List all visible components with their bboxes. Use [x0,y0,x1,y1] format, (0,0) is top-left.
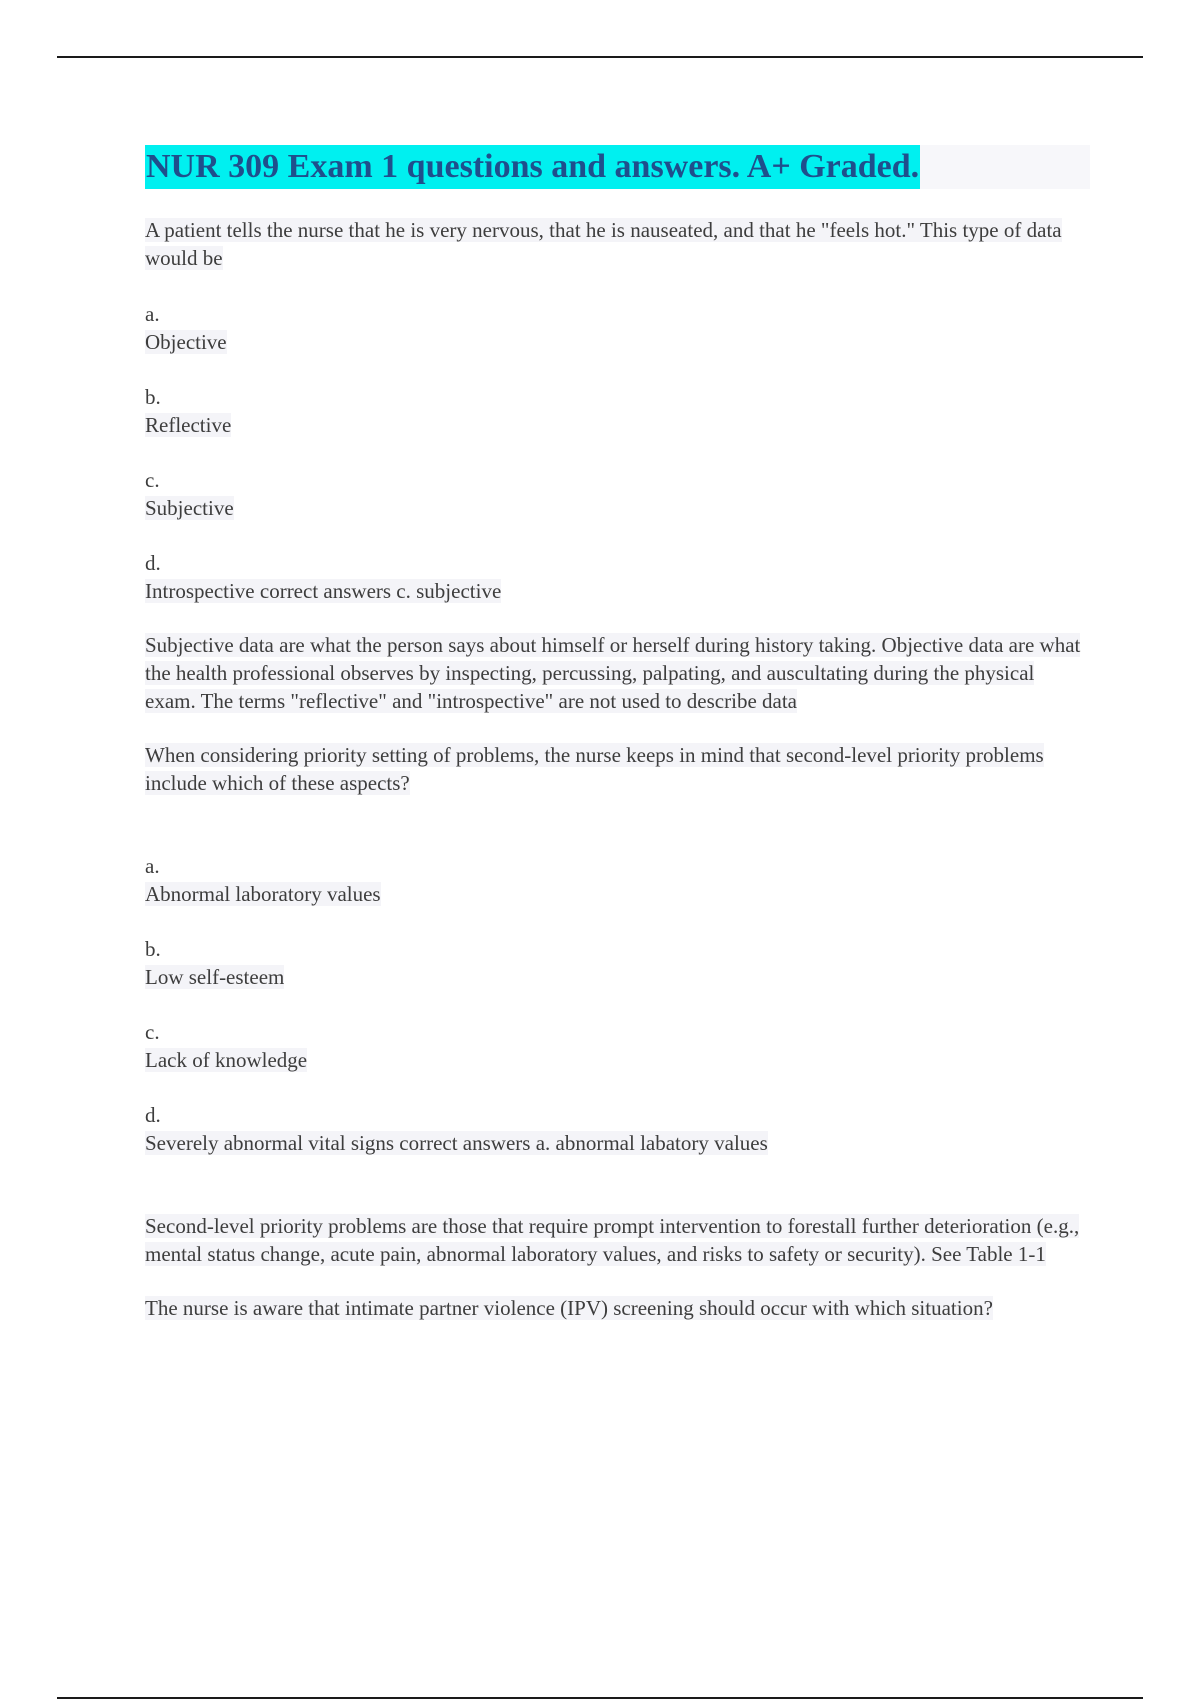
option-letter: b. [145,937,161,961]
question-3-stem [145,1294,1090,1322]
option-text: Low self-esteem [145,965,285,989]
question-2-option-d [145,1101,1090,1157]
title-bar [145,145,1090,189]
question-2-option-b [145,935,1090,991]
question-2-option-a [145,852,1090,908]
option-letter: d. [145,551,161,575]
option-text: Objective [145,330,227,354]
option-text-with-answer: Introspective correct answers c. subjective [145,579,502,603]
option-letter: a. [145,854,160,878]
question-1-option-d [145,549,1090,605]
question-3-stem-text: The nurse is aware that intimate partner violence (IPV) screening should occur with which situation? [145,1296,993,1320]
option-text-with-answer: Severely abnormal vital signs correct answers a. abnormal labatory values [145,1131,768,1155]
question-1-stem [145,216,1090,272]
option-text: Subjective [145,496,234,520]
option-letter: c. [145,468,160,492]
option-letter: b. [145,385,161,409]
option-letter: a. [145,302,160,326]
option-text: Abnormal laboratory values [145,882,381,906]
bottom-rule [57,1697,1143,1699]
question-1-stem-text: A patient tells the nurse that he is very nervous, that he is nauseated, and that he "feels hot." This type of data would be [145,218,1062,270]
question-2-rationale [145,1212,1090,1268]
rationale-text: Subjective data are what the person says about himself or herself during history taking. Objective data are what the health professional observes by inspecting, percussing, palpating, and auscultating during the physical exam. The terms "reflective" and "introspective" are not used to describe data [145,633,1081,713]
question-1-option-c [145,466,1090,522]
question-2-stem [145,741,1090,797]
question-1-rationale [145,631,1090,715]
question-2-option-c [145,1018,1090,1074]
document-body [145,145,1090,1322]
option-text: Lack of knowledge [145,1048,308,1072]
option-letter: d. [145,1103,161,1127]
question-1-option-a [145,300,1090,356]
document-title: NUR 309 Exam 1 questions and answers. A+ Graded. [145,145,920,189]
option-text: Reflective [145,413,232,437]
top-rule [57,56,1143,58]
question-1-option-b [145,383,1090,439]
rationale-text: Second-level priority problems are those that require prompt intervention to forestall further deterioration (e.g., mental status change, acute pain, abnormal laboratory values, and risks to safety or security). See Table 1-1 [145,1214,1080,1266]
question-2-stem-text: When considering priority setting of problems, the nurse keeps in mind that second-level priority problems include which of these aspects? [145,743,1044,795]
option-letter: c. [145,1020,160,1044]
